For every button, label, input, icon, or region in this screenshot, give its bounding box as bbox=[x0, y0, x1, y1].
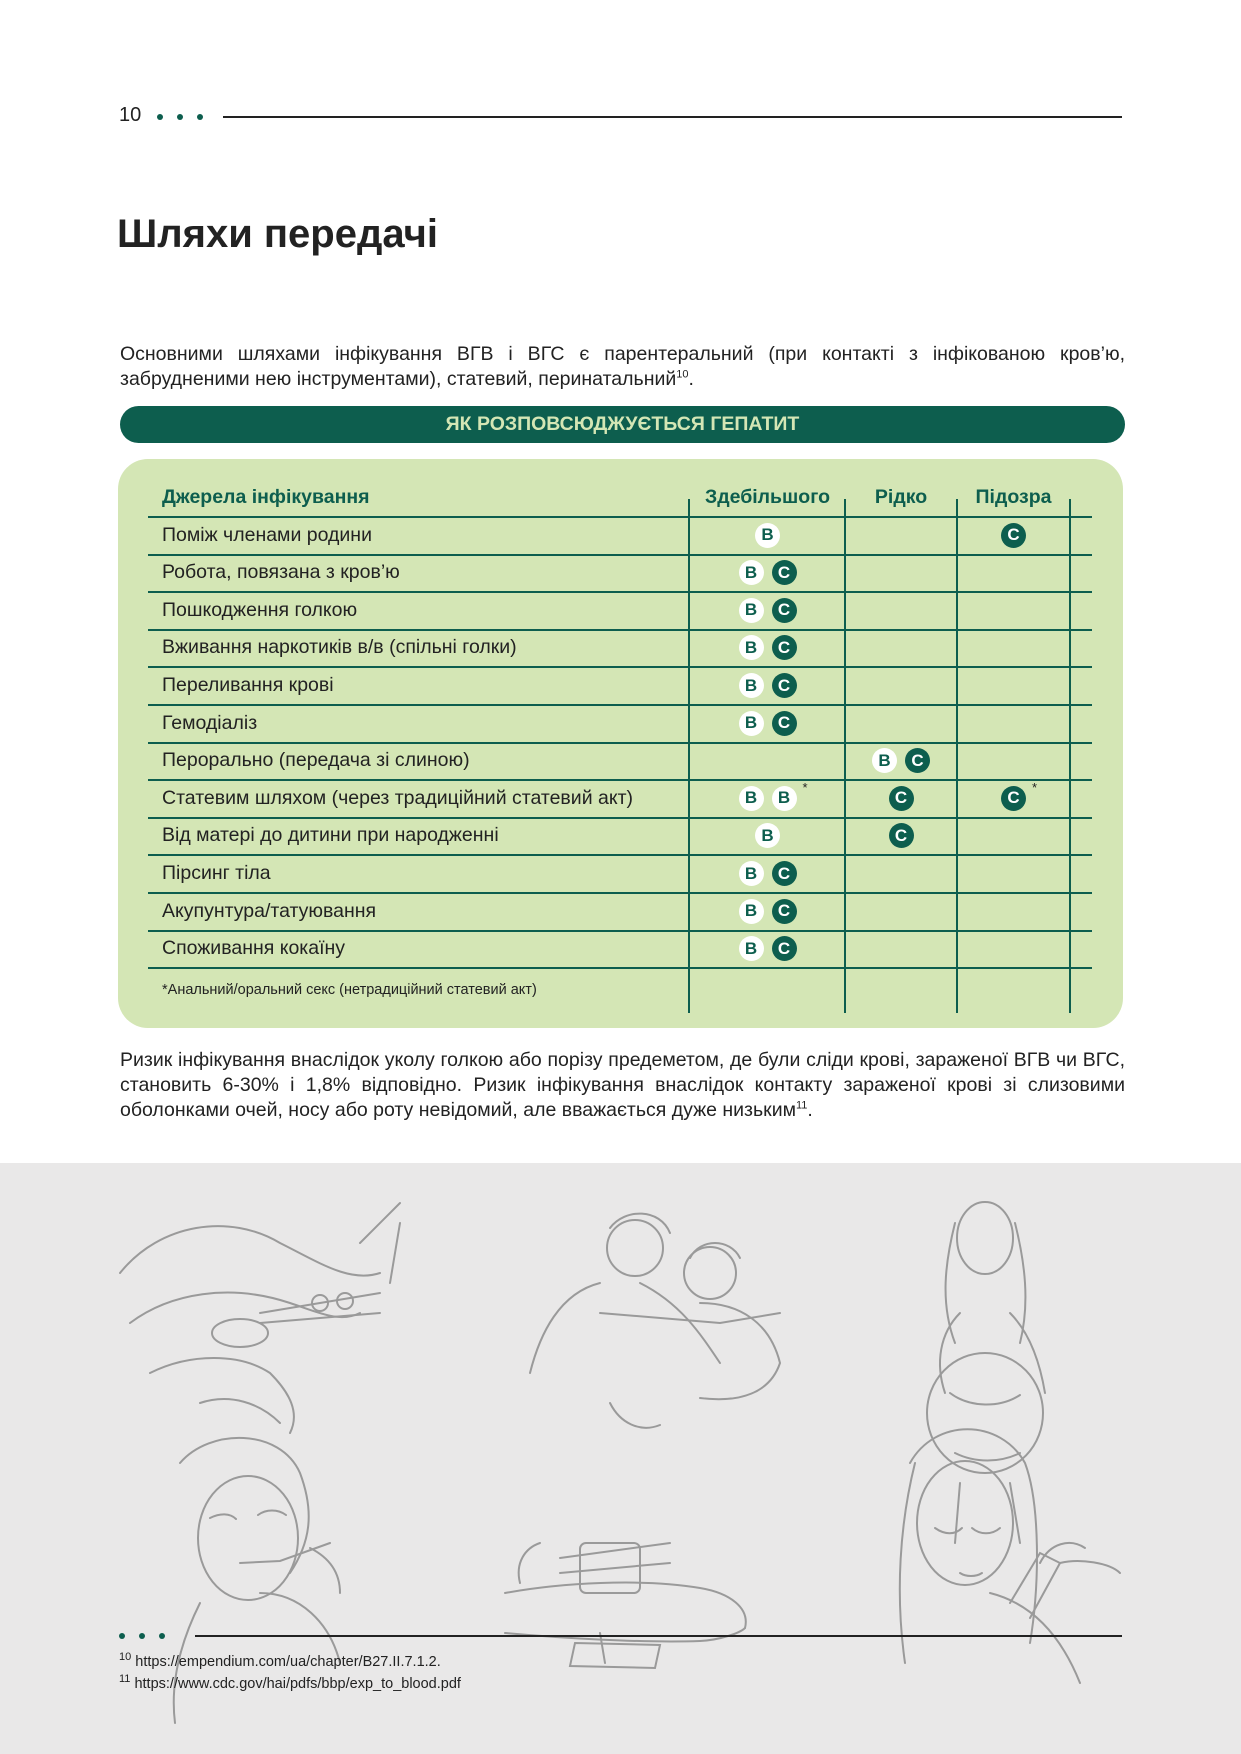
footnote-ref-10: 10 bbox=[676, 368, 689, 381]
table-footnote-row bbox=[148, 968, 1092, 1004]
cell-mostly bbox=[690, 780, 845, 817]
header-suspected: Підозра bbox=[975, 486, 1052, 508]
row-label: Гемодіаліз bbox=[162, 711, 258, 734]
table-row bbox=[148, 893, 1092, 932]
cell-rarely bbox=[845, 893, 957, 930]
table-footnote: *Анальний/оральний секс (нетрадиційний статевий акт) bbox=[162, 981, 537, 998]
table-row bbox=[148, 517, 1092, 556]
footnote-link[interactable]: https://www.cdc.gov/hai/pdfs/bbp/exp_to_blood.pdf bbox=[134, 1676, 461, 1692]
hepatitis-b-badge: B bbox=[739, 899, 764, 924]
hepatitis-b-badge: B bbox=[739, 598, 764, 623]
hepatitis-c-badge: C * bbox=[1001, 786, 1026, 811]
cell-mostly bbox=[690, 629, 845, 666]
hepatitis-b-badge: B bbox=[755, 823, 780, 848]
footnote-link[interactable]: https://empendium.com/ua/chapter/B27.II.7.1.2. bbox=[135, 1654, 441, 1670]
table-row bbox=[148, 667, 1092, 706]
cell-mostly bbox=[690, 817, 845, 854]
cell-mostly bbox=[690, 893, 845, 930]
table-banner: ЯК РОЗПОВСЮДЖУЄТЬСЯ ГЕПАТИТ bbox=[120, 406, 1125, 443]
table-header-row bbox=[148, 479, 1092, 518]
row-label: Від матері до дитини при народженні bbox=[162, 824, 499, 847]
blood-contact-illustration bbox=[530, 1214, 780, 1428]
hepatitis-b-badge: B bbox=[739, 936, 764, 961]
cell-suspected bbox=[957, 667, 1070, 704]
cell-suspected bbox=[957, 705, 1070, 742]
row-label: Пірсинг тіла bbox=[162, 862, 271, 884]
intro-paragraph: Основними шляхами інфікування ВГВ і ВГС є парентеральний (при контакті з інфікованою кров’ю, забрудненими нею інструментами), статевий, перинатальний$^{10}$. bbox=[120, 343, 1125, 390]
page-header bbox=[119, 104, 1122, 134]
header-source: Джерела інфікування bbox=[162, 486, 370, 508]
cell-suspected bbox=[957, 893, 1070, 930]
cell-suspected bbox=[957, 930, 1070, 967]
cell-mostly bbox=[690, 554, 845, 591]
injection-arm-illustration bbox=[505, 1543, 746, 1668]
hepatitis-c-badge: C bbox=[772, 560, 797, 585]
row-label: Робота, повязана з кров’ю bbox=[162, 561, 400, 584]
footer-rule bbox=[195, 1635, 1122, 1637]
hepatitis-c-badge: C bbox=[772, 635, 797, 660]
hepatitis-b-badge: B bbox=[739, 786, 764, 811]
hepatitis-b-badge: B bbox=[739, 711, 764, 736]
cell-suspected bbox=[957, 554, 1070, 591]
footnote-ref-11: 11 bbox=[796, 1099, 808, 1112]
row-label: Статевим шляхом (через традиційний статевий акт) bbox=[162, 786, 634, 809]
cell-rarely bbox=[845, 780, 957, 817]
cell-mostly bbox=[690, 592, 845, 629]
header-dots bbox=[157, 114, 207, 122]
cell-mostly bbox=[690, 742, 845, 779]
hepatitis-b-badge: B bbox=[739, 560, 764, 585]
cell-rarely bbox=[845, 817, 957, 854]
hepatitis-c-badge: C bbox=[889, 786, 914, 811]
table-row bbox=[148, 855, 1092, 894]
cell-rarely bbox=[845, 855, 957, 892]
hepatitis-c-badge: C bbox=[889, 823, 914, 848]
hepatitis-c-badge: C bbox=[772, 861, 797, 886]
page-title: Шляхи передачі bbox=[117, 212, 438, 256]
row-label: Переливання крові bbox=[162, 674, 334, 696]
cell-rarely bbox=[845, 517, 957, 554]
cell-suspected bbox=[957, 780, 1070, 817]
hepatitis-c-badge: C bbox=[772, 711, 797, 736]
hepatitis-b-badge: B bbox=[872, 748, 897, 773]
cell-rarely bbox=[845, 705, 957, 742]
row-label: Вживання наркотиків в/в (спільні голки) bbox=[162, 636, 517, 659]
cell-suspected bbox=[957, 855, 1070, 892]
hepatitis-c-badge: C bbox=[905, 748, 930, 773]
hepatitis-c-badge: C bbox=[1001, 523, 1026, 548]
table-row bbox=[148, 592, 1092, 631]
cell-rarely bbox=[845, 667, 957, 704]
hepatitis-c-badge: C bbox=[772, 673, 797, 698]
cell-mostly bbox=[690, 667, 845, 704]
scissors-hand-illustration bbox=[120, 1203, 400, 1433]
cell-rarely bbox=[845, 592, 957, 629]
row-label: Споживання кокаїну bbox=[162, 937, 346, 960]
transmission-table-panel bbox=[118, 459, 1123, 1028]
table-row bbox=[148, 742, 1092, 781]
header-rarely: Рідко bbox=[874, 486, 928, 508]
cell-mostly bbox=[690, 517, 845, 554]
cell-mostly bbox=[690, 855, 845, 892]
cell-suspected bbox=[957, 817, 1070, 854]
hepatitis-b-badge: B bbox=[755, 523, 780, 548]
table-row bbox=[148, 930, 1092, 969]
row-label: Пошкодження голкою bbox=[162, 598, 358, 621]
hepatitis-b-badge: B bbox=[739, 673, 764, 698]
cell-suspected bbox=[957, 742, 1070, 779]
row-label: Перорально (передача зі слиною) bbox=[162, 749, 470, 772]
pregnant-woman-illustration bbox=[927, 1202, 1045, 1543]
cell-rarely bbox=[845, 930, 957, 967]
table-row bbox=[148, 554, 1092, 593]
cell-rarely bbox=[845, 554, 957, 591]
cell-suspected bbox=[957, 592, 1070, 629]
cell-rarely bbox=[845, 629, 957, 666]
hepatitis-b-badge: B * bbox=[772, 786, 797, 811]
row-label: Акупунтура/татуювання bbox=[162, 899, 377, 922]
hepatitis-c-badge: C bbox=[772, 936, 797, 961]
cell-mostly bbox=[690, 705, 845, 742]
cell-suspected bbox=[957, 517, 1070, 554]
hepatitis-c-badge: C bbox=[772, 899, 797, 924]
risk-paragraph: Ризик інфікування внаслідок уколу голкою або порізу предеметом, де були сліди крові, зараженої ВГВ чи ВГС, становить 6-30% і 1,8% відповідно. Ризик інфікування внаслідок контакту зараженої крові зі слизовими оболонками очей, носу або роту невідомий, але вважається дуже низьким$^{11}$. bbox=[120, 1049, 1125, 1121]
cell-rarely bbox=[845, 742, 957, 779]
table-row bbox=[148, 629, 1092, 668]
cell-suspected bbox=[957, 629, 1070, 666]
page-number: 10 bbox=[119, 104, 142, 126]
footnote-11: $^{11}$ https://www.cdc.gov/hai/pdfs/bbp/exp_to_blood.pdf bbox=[119, 1673, 461, 1692]
hepatitis-b-badge: B bbox=[739, 635, 764, 660]
footer-dots bbox=[119, 1633, 169, 1641]
hepatitis-c-badge: C bbox=[772, 598, 797, 623]
table-row bbox=[148, 705, 1092, 744]
header-mostly: Здебільшого bbox=[705, 486, 830, 508]
footnote-10: $^{10}$ https://empendium.com/ua/chapter/B27.II.7.1.2. bbox=[119, 1651, 441, 1670]
hepatitis-b-badge: B bbox=[739, 861, 764, 886]
cell-mostly bbox=[690, 930, 845, 967]
table-row bbox=[148, 780, 1092, 819]
header-rule bbox=[223, 116, 1122, 118]
row-label: Поміж членами родини bbox=[162, 523, 372, 546]
table-row bbox=[148, 817, 1092, 856]
